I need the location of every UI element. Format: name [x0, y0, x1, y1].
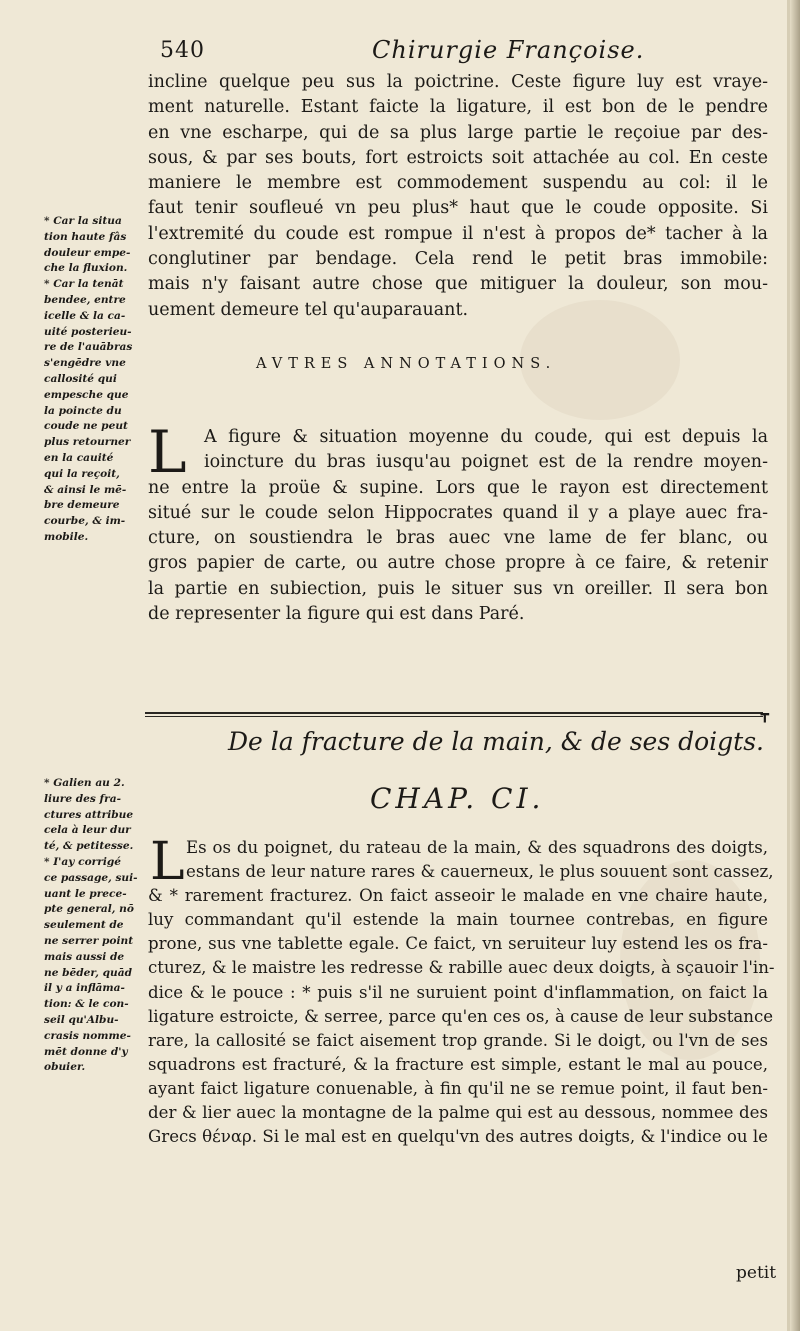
section-divider: [145, 707, 769, 723]
drop-cap: L: [150, 832, 185, 892]
margin-note-line: bendee, entre: [44, 293, 126, 306]
drop-cap: L: [148, 418, 187, 486]
margin-note-line: crasis nomme-: [44, 1029, 131, 1042]
margin-note-line: & ainsi le mē-: [44, 483, 127, 496]
text-line: ligature estroicte, & serree, parce qu'en ces os, à cause de leur substance: [148, 1006, 774, 1026]
text-line: & * rarement fracturez. On faict asseoir le malade en vne chaire haute,: [148, 886, 768, 906]
divider-rule: [145, 716, 763, 717]
margin-note-line: callosité qui: [44, 372, 117, 385]
margin-note-line: qui la reçoit,: [44, 467, 120, 480]
margin-note-line: icelle & la ca-: [44, 309, 126, 322]
text-line: estans de leur nature rares & cauerneux, le plus souuent sont cassez,: [186, 862, 774, 882]
margin-note-line: seil qu'Albu-: [44, 1013, 119, 1026]
text-line: cturez, & le maistre les redresse & rabille auec deux doigts, à sçauoir l'in-: [148, 958, 775, 978]
margin-note-line: * Car la tenāt: [44, 278, 124, 291]
margin-note-line: ne bēder, quād: [44, 966, 132, 979]
text-line: squadrons est fracturé, & la fracture est simple, estant le mal au pouce,: [148, 1054, 768, 1074]
margin-note-line: la poincte du: [44, 404, 122, 417]
text-line: en vne escharpe, qui de sa plus large partie le reçoiue par des-: [148, 122, 768, 143]
text-line: ment naturelle. Estant faicte la ligature, il est bon de le pendre: [148, 97, 768, 118]
margin-note-line: empesche que: [44, 388, 129, 401]
paragraph-annotations: [148, 418, 768, 627]
chapter-label: CHAP. CI.: [370, 782, 545, 815]
text-line: situé sur le coude selon Hippocrates quand il y a playe auec fra-: [148, 502, 768, 523]
margin-note-line: cela à leur dur: [44, 824, 131, 837]
text-line: l'extremité du coude est rompue il n'est à propos de* tacher à la: [148, 223, 768, 244]
margin-note-line: mēt donne d'y: [44, 1045, 128, 1058]
page-number: 540: [160, 38, 205, 63]
margin-note-line: liure des fra-: [44, 792, 121, 805]
text-line: conglutiner par bendage. Cela rend le petit bras immobile:: [148, 249, 768, 270]
margin-note-line: ctures attribue: [44, 808, 134, 821]
margin-note-line: coude ne peut: [44, 420, 128, 433]
text-line: rare, la callosité se faict aisement trop grande. Si le doigt, ou l'vn de ses: [148, 1030, 768, 1050]
text-line: uement demeure tel qu'auparauant.: [148, 299, 469, 320]
margin-note-line: douleur empe-: [44, 246, 131, 259]
text-line: incline quelque peu sus la poictrine. Ceste figure luy est vraye-: [148, 72, 768, 92]
margin-note-line: obuier.: [44, 1061, 86, 1074]
text-line: Grecs θέναρ. Si le mal est en quelqu'vn des autres doigts, & l'indice ou le: [148, 1127, 768, 1147]
margin-note-line: té, & petitesse.: [44, 840, 134, 853]
text-line: luy commandant qu'il estende la main tournee contrebas, en figure: [148, 910, 768, 930]
catchword: petit: [736, 1263, 777, 1283]
paragraph-chapter-text: [148, 832, 775, 1149]
text-line: maniere le membre est commodement suspendu au col: il le: [148, 173, 768, 194]
chapter-title: De la fracture de la main, & de ses doigts.: [228, 727, 764, 756]
text-line: la partie en subiection, puis le situer sus vn oreiller. Il sera bon: [148, 578, 768, 599]
margin-note-line: s'engēdre vne: [44, 357, 126, 370]
margin-note-line: uité posterieu-: [44, 325, 132, 338]
text-line: gros papier de carte, ou autre chose propre à ce faire, & retenir: [148, 553, 768, 574]
margin-note-line: pte general, nō: [44, 903, 134, 916]
margin-notes-top: [44, 214, 154, 546]
text-line: de representer la figure qui est dans Paré.: [148, 604, 525, 625]
margin-note-line: il y a inflāma-: [44, 982, 125, 995]
margin-notes-bottom: [44, 776, 154, 1076]
text-line: faut tenir soufleué vn peu plus* haut que le coude opposite. Si: [148, 198, 768, 219]
text-line: ayant faict ligature conuenable, à fin qu'il ne se remue point, il faut ben-: [148, 1078, 768, 1098]
margin-note-line: tion: & le con-: [44, 998, 129, 1011]
margin-note-line: * Galien au 2.: [44, 777, 125, 789]
text-line: ioincture du bras iusqu'au poignet est de la rendre moyen-: [204, 452, 768, 473]
margin-note-line: en la cauité: [44, 451, 114, 464]
margin-note-line: mais aussi de: [44, 950, 125, 963]
divider-ornament: ┳: [760, 707, 769, 723]
margin-note-line: bre demeure: [44, 499, 120, 512]
margin-note-line: plus retourner: [44, 436, 131, 449]
margin-note-line: ne serrer point: [44, 934, 134, 947]
divider-rule: [145, 712, 763, 714]
margin-note-line: re de l'auābras: [44, 341, 133, 354]
margin-note-line: * I'ay corrigé: [44, 855, 121, 868]
section-subheading: AVTRES ANNOTATIONS.: [256, 356, 557, 372]
running-title: Chirurgie Françoise.: [372, 36, 645, 64]
text-line: sous, & par ses bouts, fort estroicts soit attachée au col. En ceste: [148, 147, 768, 168]
paragraph-continuation: [148, 70, 768, 323]
text-line: der & lier auec la montagne de la palme qui est au dessous, nommee des: [148, 1103, 768, 1123]
text-line: prone, sus vne tablette egale. Ce faict, vn seruiteur luy estend les os fra-: [148, 934, 768, 954]
margin-note-line: seulement de: [44, 919, 124, 932]
text-line: Es os du poignet, du rateau de la main, & des squadrons des doigts,: [186, 838, 768, 857]
margin-note-line: courbe, & im-: [44, 515, 126, 528]
margin-note-line: che la fluxion.: [44, 262, 128, 275]
margin-note-line: mobile.: [44, 530, 89, 543]
page-edge: [790, 0, 800, 1331]
margin-note-line: * Car la situa: [44, 215, 122, 227]
text-line: dice & le pouce : * puis s'il ne suruient point d'inflammation, on faict la: [148, 982, 768, 1002]
page-header: [148, 36, 778, 70]
margin-note-line: tion haute fâs: [44, 230, 127, 243]
text-line: A figure & situation moyenne du coude, qui est depuis la: [204, 427, 768, 447]
text-line: ne entre la proüe & supine. Lors que le rayon est directement: [148, 477, 768, 498]
text-line: mais n'y faisant autre chose que mitiguer la douleur, son mou-: [148, 274, 768, 295]
margin-note-line: uant le prece-: [44, 887, 127, 900]
text-line: cture, on soustiendra le bras auec vne lame de fer blanc, ou: [148, 528, 768, 549]
margin-note-line: ce passage, sui-: [44, 871, 138, 884]
